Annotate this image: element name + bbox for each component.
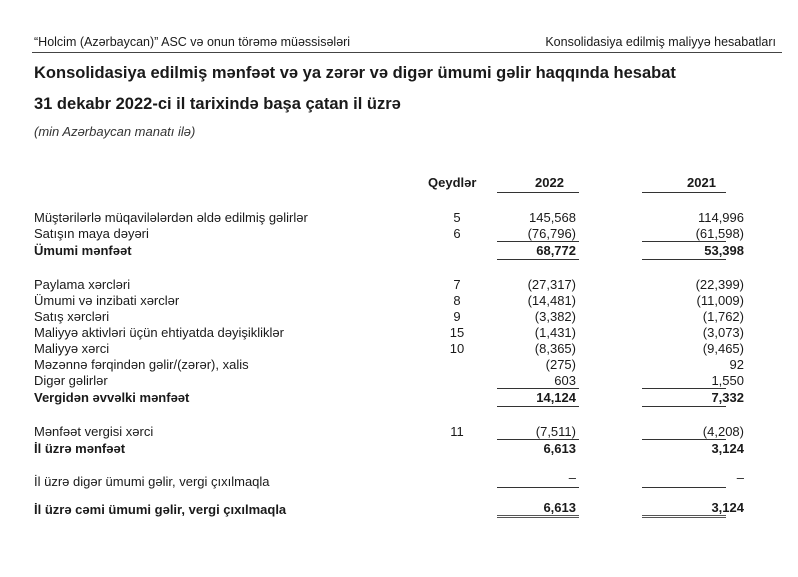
row-value-2021: (4,208): [702, 424, 744, 439]
row-value-2021: 114,996: [697, 210, 744, 225]
row-value-2022: 6,613: [543, 441, 576, 456]
header-section: Konsolidasiya edilmiş maliyyə hesabatları: [545, 35, 776, 49]
row-label: Ümumi və inzibati xərclər: [34, 293, 180, 308]
row-value-2022: 14,124: [536, 390, 576, 405]
row-label: Maliyyə aktivləri üçün ehtiyatda dəyişikliklər: [34, 325, 284, 340]
total-rule: [497, 259, 579, 260]
subtotal-rule: [497, 241, 579, 242]
total-rule: [642, 259, 726, 260]
row-note: 6: [453, 226, 461, 241]
row-value-2022: (7,511): [535, 424, 576, 439]
total-rule: [642, 406, 726, 407]
row-label: Məzənnə fərqindən gəlir/(zərər), xalis: [34, 357, 249, 372]
header-company: “Holcim (Azərbaycan)” ASC və onun törəmə müəssisələri: [34, 35, 351, 49]
row-note: 11: [450, 424, 464, 439]
total-rule: [497, 406, 579, 407]
row-value-2022: (76,796): [527, 226, 576, 241]
row-value-2022: 603: [554, 373, 576, 388]
row-note: 7: [453, 277, 461, 292]
row-note: 8: [453, 293, 461, 308]
row-value-2021: 1,550: [711, 373, 744, 388]
row-value-2022: –: [568, 470, 576, 485]
row-label: Maliyyə xərci: [34, 341, 110, 356]
row-note: 15: [449, 325, 465, 340]
subtotal-rule: [497, 487, 579, 488]
col-header-2021-rule: [642, 192, 726, 193]
subtotal-rule: [642, 388, 726, 389]
row-value-2021: (3,073): [702, 325, 744, 340]
row-value-2022: (1,431): [534, 325, 576, 340]
row-value-2022: 145,568: [529, 210, 576, 225]
row-value-2022: (275): [545, 357, 576, 372]
row-value-2022: 6,613: [543, 500, 576, 515]
row-value-2022: (8,365): [534, 341, 576, 356]
row-label: Satışın maya dəyəri: [34, 226, 149, 241]
row-value-2022: (14,481): [527, 293, 576, 308]
row-value-2022: 68,772: [536, 243, 576, 258]
row-label: İl üzrə cəmi ümumi gəlir, vergi çıxılmaqla: [34, 502, 287, 517]
col-header-2021: 2021: [687, 175, 716, 190]
subtotal-rule: [642, 241, 726, 242]
row-value-2021: 7,332: [711, 390, 744, 405]
subtotal-rule: [497, 439, 579, 440]
row-value-2021: 3,124: [711, 500, 744, 515]
header-divider: [32, 52, 782, 53]
row-value-2021: 3,124: [711, 441, 744, 456]
row-value-2021: (11,009): [696, 293, 744, 308]
row-label: Ümumi mənfəət: [34, 243, 132, 258]
subtotal-rule: [642, 487, 726, 488]
row-value-2021: (61,598): [695, 226, 744, 241]
row-value-2021: (1,762): [702, 309, 744, 324]
row-value-2021: 53,398: [704, 243, 744, 258]
row-label: İl üzrə mənfəət: [34, 441, 126, 456]
report-period: 31 dekabr 2022-ci il tarixində başa çatan il üzrə: [34, 95, 401, 113]
row-label: Paylama xərcləri: [34, 277, 131, 292]
row-label: İl üzrə digər ümumi gəlir, vergi çıxılmaqla: [34, 474, 270, 489]
grand-total-rule: [497, 515, 579, 518]
row-value-2021: (9,465): [702, 341, 744, 356]
col-header-2022: 2022: [535, 175, 564, 190]
subtotal-rule: [642, 439, 726, 440]
subtotal-rule: [497, 388, 579, 389]
row-label: Müştərilərlə müqavilələrdən əldə edilmiş gəlirlər: [34, 210, 308, 225]
col-header-2022-rule: [497, 192, 579, 193]
row-note: 9: [453, 309, 461, 324]
row-label: Mənfəət vergisi xərci: [34, 424, 154, 439]
row-note: 5: [453, 210, 461, 225]
grand-total-rule: [642, 515, 726, 518]
report-title: Konsolidasiya edilmiş mənfəət və ya zərər və digər ümumi gəlir haqqında hesabat: [34, 64, 676, 82]
row-value-2021: 92: [729, 357, 744, 372]
col-header-notes: Qeydlər: [428, 175, 477, 190]
row-value-2022: (3,382): [534, 309, 576, 324]
row-value-2022: (27,317): [527, 277, 576, 292]
row-label: Vergidən əvvəlki mənfəət: [34, 390, 190, 405]
row-note: 10: [449, 341, 465, 356]
row-label: Digər gəlirlər: [34, 373, 108, 388]
row-value-2021: –: [736, 470, 744, 485]
row-value-2021: (22,399): [695, 277, 744, 292]
row-label: Satış xərcləri: [34, 309, 110, 324]
report-unit: (min Azərbaycan manatı ilə): [34, 124, 196, 139]
